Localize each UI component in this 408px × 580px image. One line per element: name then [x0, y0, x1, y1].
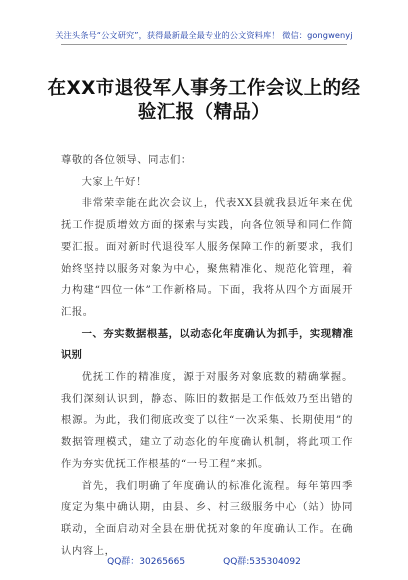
header-banner: 关注头条号“公文研究”，获得最新最全最专业的公文资料库！ 微信：gongwenyj [55, 30, 353, 40]
section-heading-1: 一、夯实数据根基，以动态化年度确认为抓手，实现精准识别 [61, 327, 353, 362]
section1-paragraph-1: 优抚工作的精准度，源于对服务对象底数的精确掌握。我们深刻认识到，静态、陈旧的数据是工作低效乃至出错的根源。为此，我们彻底改变了以往“一次采集、长期使用”的数据管理模式，建立了动态化的年度确认机制，将此项工作作为夯实优抚工作根基的“一号工程”来抓。 [61, 371, 353, 470]
footer-contact [0, 554, 408, 567]
section1-paragraph-2: 首先，我们明确了年度确认的标准化流程。每年第四季度定为集中确认期，由县、乡、村三级服务中心（站）协同联动，全面启动对全县在册优抚对象的年度确认工作。在确认内容上， [61, 479, 353, 557]
footer-qq-group-1: QQ群：30265665 [107, 557, 186, 567]
document-body [61, 150, 353, 562]
salutation: 尊敬的各位领导、同志们： [61, 154, 192, 166]
intro-paragraph: 非常荣幸能在此次会议上，代表XX县就我县近年来在优抚工作提质增效方面的探索与实践，向各位领导和同仁作简要汇报。面对新时代退役军人服务保障工作的新要求，我们始终坚持以服务对象为中心，聚焦精准化、规范化管理，着力构建“四位一体”工作新格局。下面，我将从四个方面展开汇报。 [61, 197, 353, 318]
greeting: 大家上午好！ [81, 175, 147, 188]
header-divider [61, 44, 347, 45]
document-title: 在XX市退役军人事务工作会议上的经验汇报（精品） [47, 78, 361, 123]
footer-qq-group-2: QQ群:535304092 [223, 557, 301, 567]
